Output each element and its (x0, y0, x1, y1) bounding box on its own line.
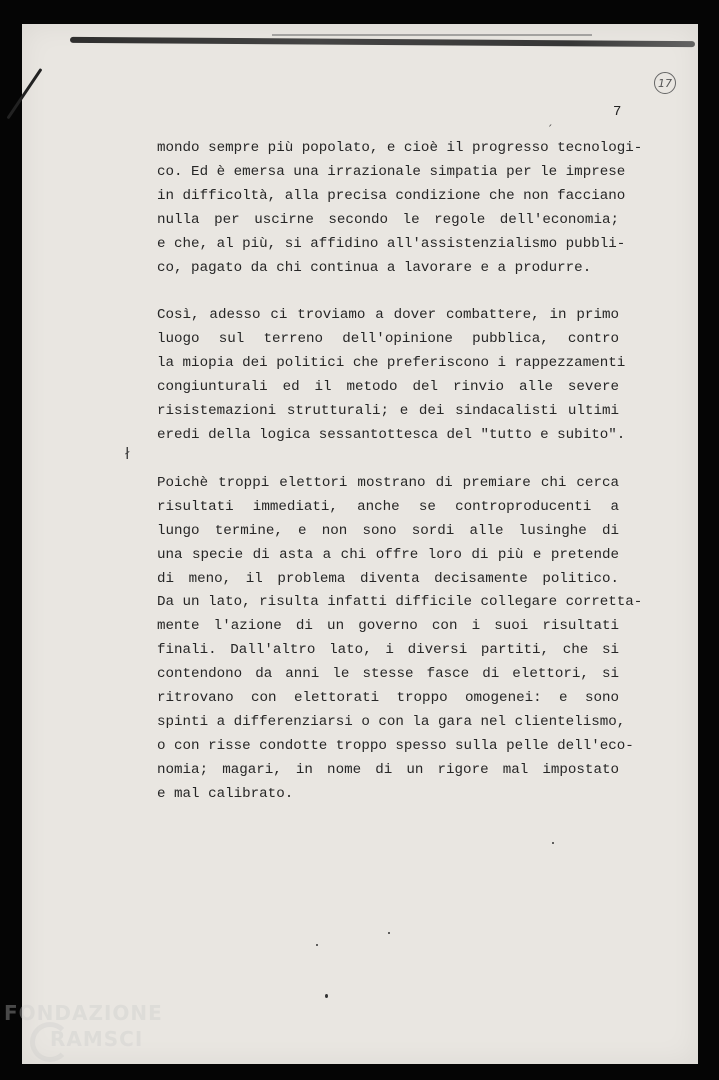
text-line: risistemazioni strutturali; e dei sindacalisti ultimi (157, 403, 619, 420)
text-line: nomia; magari, in nome di un rigore mal impostato (157, 761, 619, 778)
page-number: 7 (613, 104, 622, 120)
text-line: risultati immediati, anche se controproducenti a (157, 498, 619, 515)
text-line: mente l'azione di un governo con i suoi risultati (157, 618, 619, 635)
text-line: Da un lato, risulta infatti difficile collegare corretta- (157, 594, 643, 611)
text-line: una specie di asta a chi offre loro di più e pretende (157, 546, 619, 563)
text-line: Così, adesso ci troviamo a dover combattere, in primo (157, 307, 619, 324)
text-line: congiunturali ed il metodo del rinvio alle severe (157, 379, 619, 396)
text-line: Poichè troppi elettori mostrano di premiare chi cerca (157, 474, 619, 491)
text-line: e mal calibrato. (157, 785, 294, 802)
text-line: e che, al più, si affidino all'assistenzialismo pubbli- (157, 235, 626, 252)
paragraph-3 (157, 472, 643, 807)
text-line: di meno, il problema diventa decisamente politico. (157, 570, 619, 587)
speck (388, 932, 390, 934)
text-line: finali. Dall'altro lato, i diversi partiti, che si (157, 642, 619, 659)
text-line: lungo termine, e non sono sordi alle lusinghe di (157, 522, 619, 539)
speck (552, 842, 554, 844)
text-line: eredi della logica sessantottesca del "tutto e subito". (157, 426, 626, 443)
pen-tick-mark: ˏ (547, 114, 553, 127)
text-line: co. Ed è emersa una irrazionale simpatia per le imprese (157, 163, 626, 180)
body-text (157, 137, 643, 831)
speck (325, 994, 328, 998)
pen-stroke-corner (6, 68, 42, 119)
pen-stroke-top (70, 37, 695, 47)
text-line: contendono da anni le stesse fasce di elettori, si (157, 666, 619, 683)
text-line: spinti a differenziarsi o con la gara nel clientelismo, (157, 713, 626, 730)
paragraph-2 (157, 304, 626, 447)
pen-stroke-top-thin (272, 34, 592, 36)
archive-number-stamp: 17 (654, 72, 676, 94)
text-line: ritrovano con elettorati troppo omogenei: e sono (157, 690, 619, 707)
margin-mark: ł (125, 444, 130, 463)
text-line: o con risse condotte troppo spesso sulla pelle dell'eco- (157, 737, 634, 754)
text-line: nulla per uscirne secondo le regole dell'economia; (157, 211, 619, 228)
document-page (22, 24, 698, 1064)
text-line: in difficoltà, alla precisa condizione che non facciano (157, 187, 626, 204)
watermark: FONDAZIONE RAMSCI (4, 1001, 163, 1051)
speck (316, 944, 318, 946)
text-line: la miopia dei politici che preferiscono i rappezzamenti (157, 355, 626, 372)
text-line: mondo sempre più popolato, e cioè il progresso tecnologi- (157, 140, 643, 156)
paragraph-1 (157, 137, 643, 280)
text-line: luogo sul terreno dell'opinione pubblica, contro (157, 331, 619, 348)
text-line: co, pagato da chi continua a lavorare e a produrre. (157, 259, 592, 276)
